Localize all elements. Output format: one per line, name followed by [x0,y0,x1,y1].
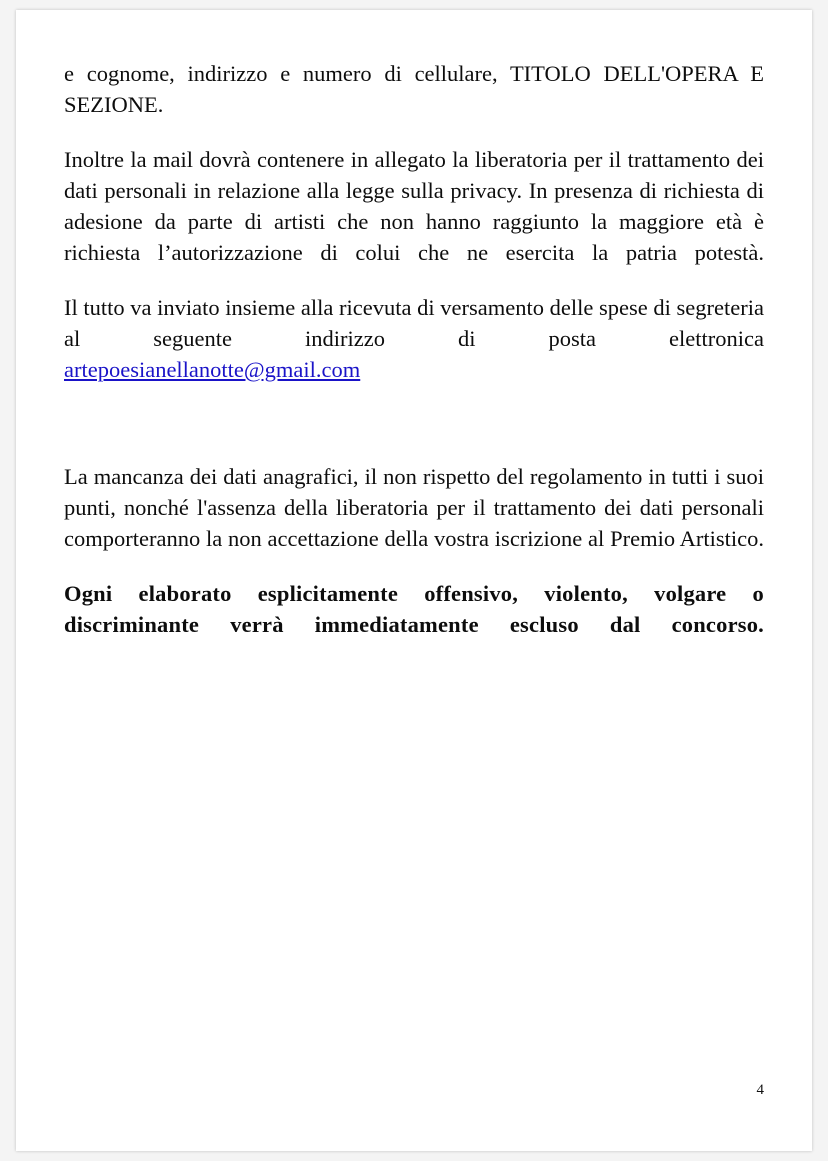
paragraph-invio-lead: Il tutto va inviato insieme alla ricevuta di versamento delle spese di segreteria al seguente indirizzo di posta elettronica [64,295,764,351]
paragraph-spacer [64,409,764,461]
document-body [64,58,764,664]
email-link[interactable]: artepoesianellanotte@gmail.com [64,357,361,382]
paragraph-email-line [64,354,764,385]
paragraph-intro-data: e cognome, indirizzo e numero di cellulare, TITOLO DELL'OPERA E SEZIONE. [64,61,764,117]
paragraph-mancanza-dati: La mancanza dei dati anagrafici, il non rispetto del regolamento in tutti i suoi punti, nonché l'assenza della liberatoria per il trattamento dei dati personali comporteranno la non accettazione della vostra iscrizione al Premio Artistico. [64,464,764,551]
document-page [16,10,812,1151]
page-number: 4 [756,1082,764,1098]
paragraph-liberatoria: Inoltre la mail dovrà contenere in allegato la liberatoria per il trattamento dei dati personali in relazione alla legge sulla privacy. In presenza di richiesta di adesione da parte di artisti che non hanno raggiunto la maggiore età è richiesta l’autorizzazione di colui che ne esercita la patria potestà. [64,147,764,265]
paragraph-esclusione: Ogni elaborato esplicitamente offensivo, violento, volgare o discriminante verrà immediatamente escluso dal concorso. [64,581,764,637]
